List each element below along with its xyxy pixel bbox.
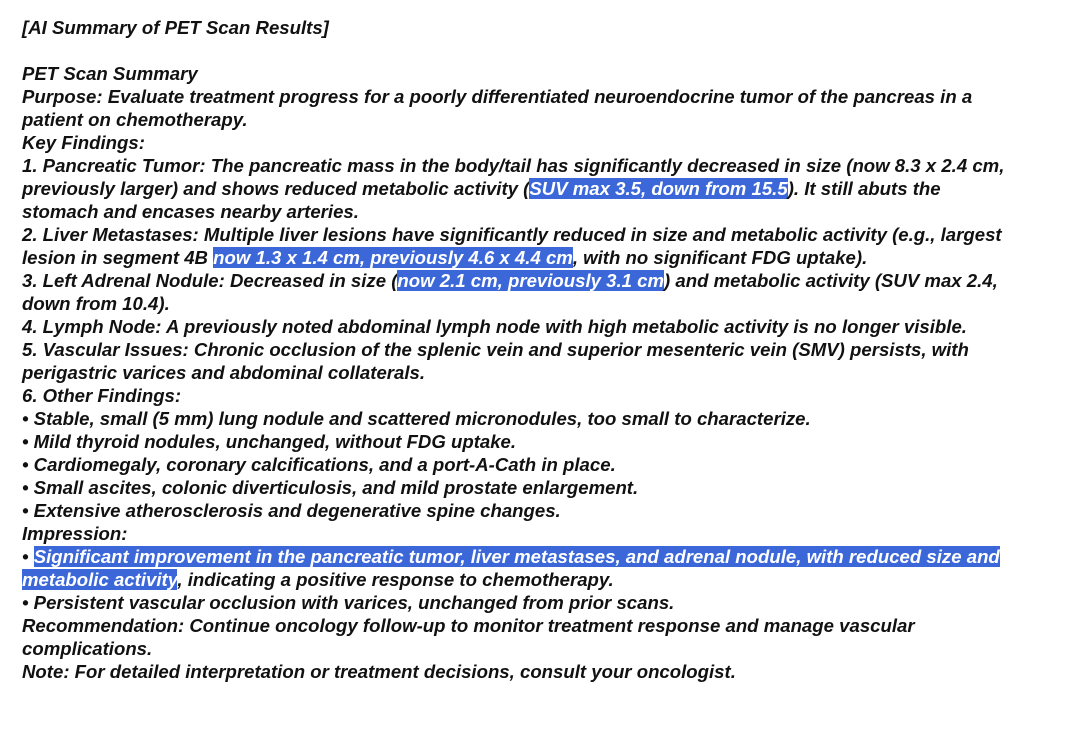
selected-text-suv[interactable]: SUV max 3.5, down from 15.5 — [529, 178, 788, 199]
finding-2-text: lesion in segment 4B — [22, 247, 214, 268]
key-findings-heading: Key Findings: — [22, 132, 145, 153]
selected-text-impression[interactable]: Significant improvement in the pancreatic tumor, liver metastases, and adrenal nodule, with reduced size and — [33, 546, 1000, 567]
finding-5-line-2: perigastric varices and abdominal collaterals. — [22, 362, 426, 383]
impression-1-line-2 — [22, 568, 1057, 591]
finding-3-line-2: down from 10.4). — [22, 293, 170, 314]
selected-text-liver-size[interactable]: now 1.3 x 1.4 cm, previously 4.6 x 4.4 cm — [213, 247, 573, 268]
other-finding-item: • Cardiomegaly, coronary calcifications, and a port-A-Cath in place. — [22, 454, 616, 475]
purpose-line-2: patient on chemotherapy. — [22, 109, 248, 130]
finding-2-text-after: , with no significant FDG uptake). — [572, 247, 868, 268]
finding-4: 4. Lymph Node: A previously noted abdominal lymph node with high metabolic activity is no longer visible. — [22, 316, 967, 337]
other-finding-item: • Small ascites, colonic diverticulosis, and mild prostate enlargement. — [22, 477, 639, 498]
finding-3-line-1 — [22, 269, 1057, 292]
finding-2-line-2 — [22, 246, 1057, 269]
recommendation-line-1: Recommendation: Continue oncology follow-up to monitor treatment response and manage vascular — [22, 615, 915, 636]
other-finding-item: • Stable, small (5 mm) lung nodule and scattered micronodules, too small to characterize. — [22, 408, 811, 429]
finding-6-heading: 6. Other Findings: — [22, 385, 182, 406]
impression-2: • Persistent vascular occlusion with varices, unchanged from prior scans. — [22, 592, 675, 613]
impression-bullet: • — [22, 546, 34, 567]
document-title: [AI Summary of PET Scan Results] — [22, 17, 329, 38]
recommendation-line-2: complications. — [22, 638, 153, 659]
summary-heading: PET Scan Summary — [22, 63, 198, 84]
impression-1-text-after: , indicating a positive response to chemotherapy. — [177, 569, 614, 590]
other-finding-item: • Extensive atherosclerosis and degenerative spine changes. — [22, 500, 561, 521]
finding-1-text: previously larger) and shows reduced metabolic activity ( — [22, 178, 530, 199]
selected-text-adrenal-size[interactable]: now 2.1 cm, previously 3.1 cm — [397, 270, 665, 291]
finding-1-text-after: ). It still abuts the — [787, 178, 941, 199]
finding-3-text-after: ) and metabolic activity (SUV max 2.4, — [664, 270, 998, 291]
blank-line — [22, 39, 1057, 62]
purpose-line-1: Purpose: Evaluate treatment progress for a poorly differentiated neuroendocrine tumor of the pancreas in a — [22, 86, 973, 107]
pet-summary-document — [22, 16, 1057, 683]
finding-5-line-1: 5. Vascular Issues: Chronic occlusion of the splenic vein and superior mesenteric vein (SMV) persists, with — [22, 339, 969, 360]
selected-text-impression-cont[interactable]: metabolic activity — [22, 569, 178, 590]
finding-3-text: 3. Left Adrenal Nodule: Decreased in size ( — [22, 270, 398, 291]
note: Note: For detailed interpretation or treatment decisions, consult your oncologist. — [22, 661, 736, 682]
finding-2-line-1: 2. Liver Metastases: Multiple liver lesions have significantly reduced in size and metabolic activity (e.g., largest — [22, 224, 1002, 245]
finding-1-line-1: 1. Pancreatic Tumor: The pancreatic mass in the body/tail has significantly decreased in size (now 8.3 x 2.4 cm, — [22, 155, 1005, 176]
finding-1-line-3: stomach and encases nearby arteries. — [22, 201, 359, 222]
finding-1-line-2 — [22, 177, 1057, 200]
impression-1-line-1 — [22, 545, 1057, 568]
impression-heading: Impression: — [22, 523, 128, 544]
other-finding-item: • Mild thyroid nodules, unchanged, without FDG uptake. — [22, 431, 517, 452]
